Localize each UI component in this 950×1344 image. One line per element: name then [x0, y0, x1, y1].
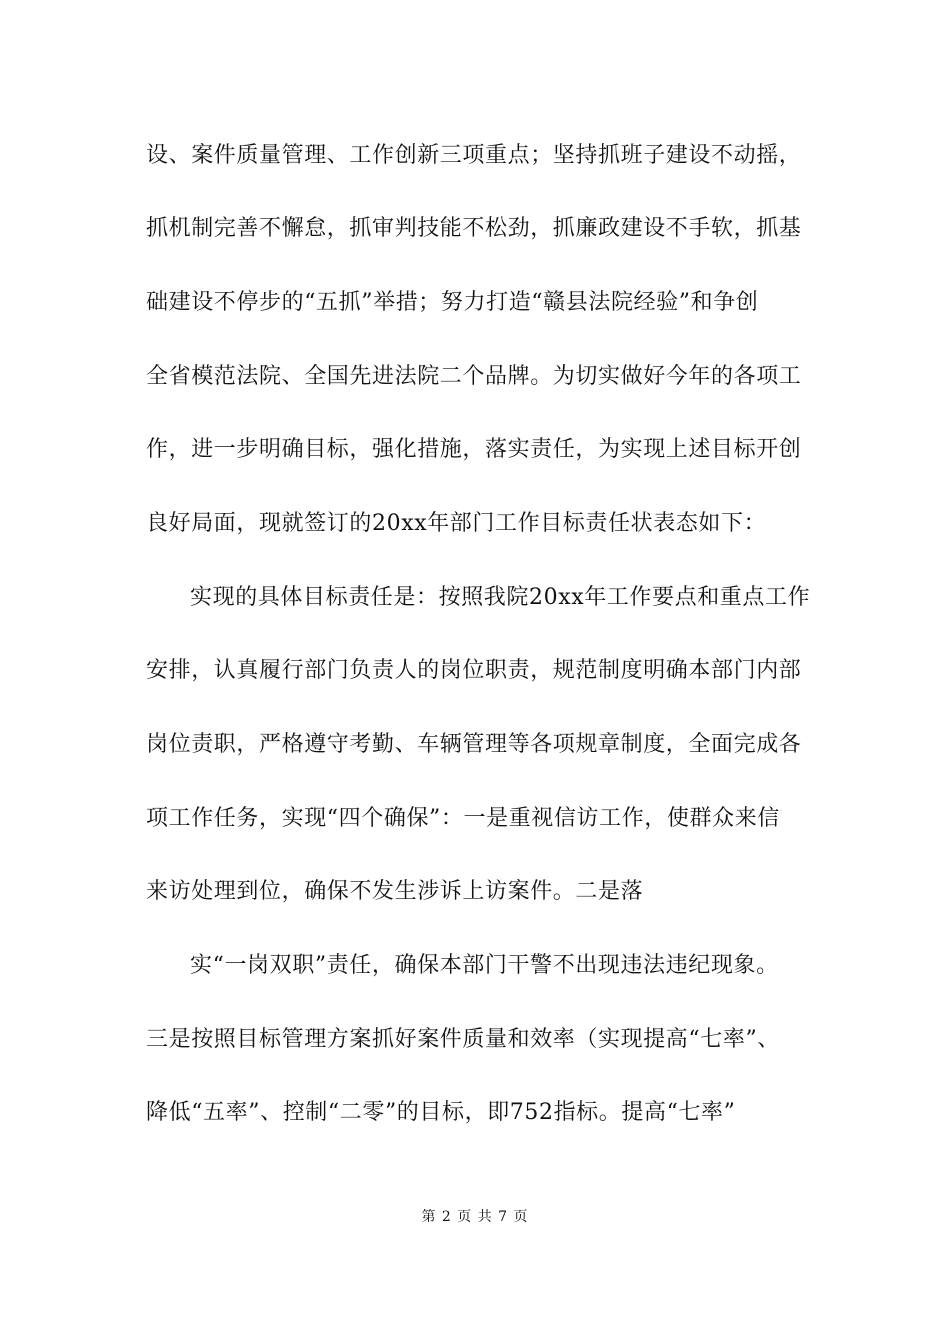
paragraph-line-6: 良好局面，现就签订的20xx年部门工作目标责任状表态如下： [146, 511, 767, 536]
paragraph-line-7: 实现的具体目标责任是：按照我院20xx年工作要点和重点工作 [190, 585, 811, 610]
paragraph-line-3: 础建设不停步的“五抓”举措；努力打造“赣县法院经验”和争创 [146, 290, 759, 315]
paragraph-line-4: 全省模范法院、全国先进法院二个品牌。为切实做好今年的各项工 [146, 364, 802, 389]
paragraph-line-13: 三是按照目标管理方案抓好案件质量和效率（实现提高“七率”、 [146, 1027, 780, 1052]
paragraph-line-14: 降低“五率”、控制“二零”的目标，即752指标。提高“七率” [146, 1100, 736, 1125]
paragraph-line-8: 安排，认真履行部门负责人的岗位职责，规范制度明确本部门内部 [146, 658, 802, 683]
page-number-footer: 第 2 页 共 7 页 [421, 1209, 529, 1225]
paragraph-line-5: 作，进一步明确目标，强化措施，落实责任，为实现上述目标开创 [146, 437, 802, 462]
paragraph-line-12: 实“一岗双职”责任，确保本部门干警不出现违法违纪现象。 [190, 953, 779, 978]
paragraph-line-10: 项工作任务，实现“四个确保”：一是重视信访工作，使群众来信 [146, 806, 780, 831]
paragraph-line-1: 设、案件质量管理、工作创新三项重点；坚持抓班子建设不动摇， [146, 143, 802, 168]
paragraph-line-2: 抓机制完善不懈怠，抓审判技能不松劲，抓廉政建设不手软，抓基 [146, 216, 802, 241]
paragraph-line-11: 来访处理到位，确保不发生涉诉上访案件。二是落 [146, 879, 644, 904]
paragraph-line-9: 岗位责职，严格遵守考勤、车辆管理等各项规章制度，全面完成各 [146, 732, 802, 757]
